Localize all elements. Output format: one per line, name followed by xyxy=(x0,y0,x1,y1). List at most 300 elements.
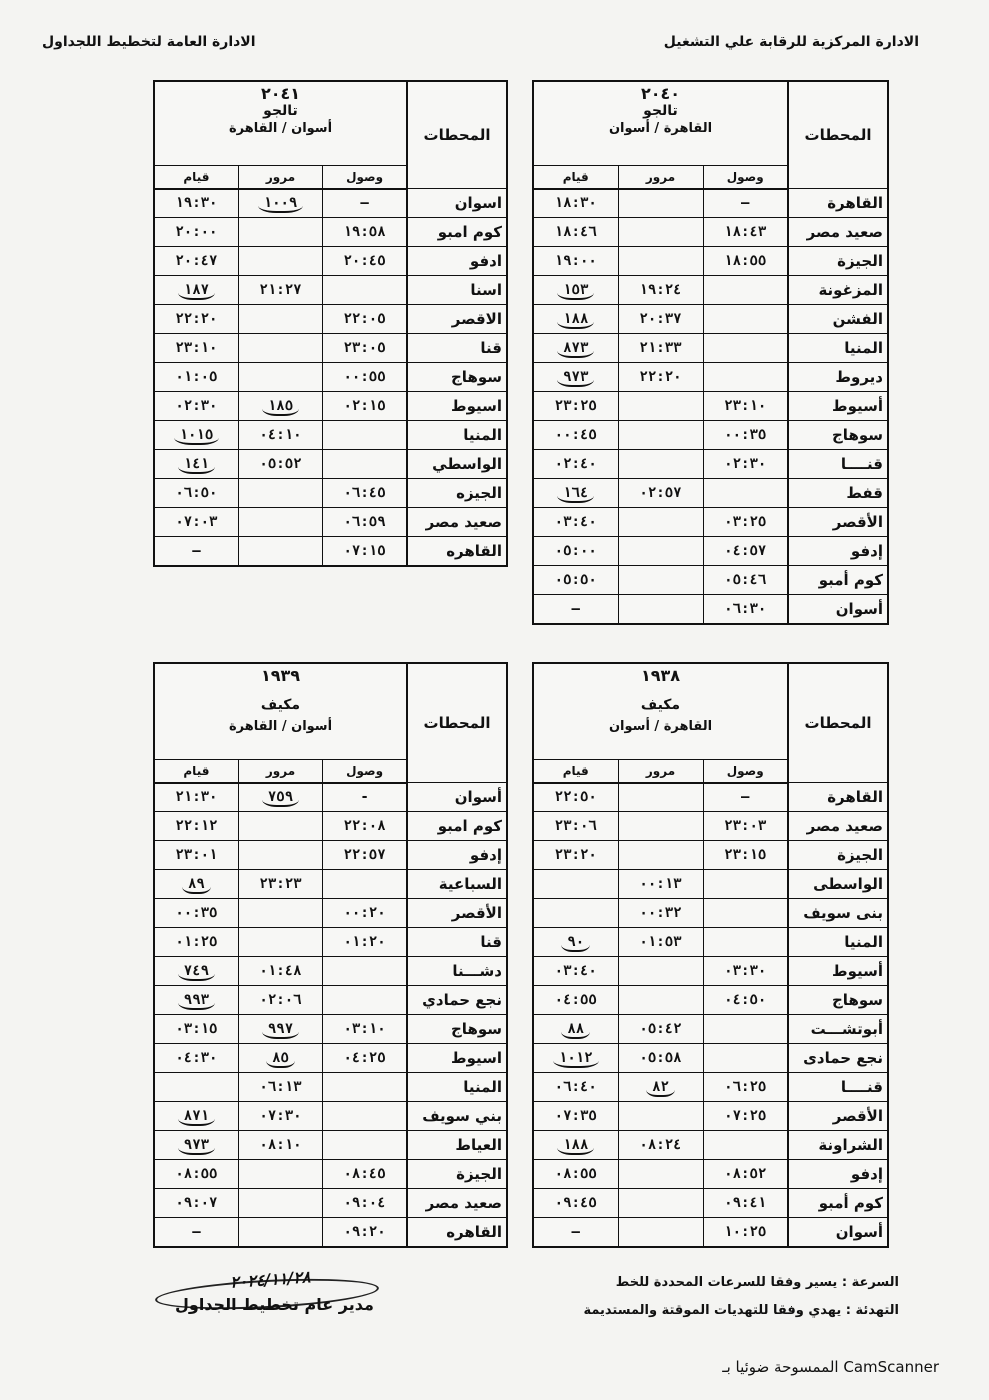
arrival-time: ٢٣:١٠ xyxy=(703,392,788,421)
train-crossing-note: ١٤١ xyxy=(178,456,215,474)
table-row xyxy=(533,1044,888,1073)
arrival-time xyxy=(323,276,407,305)
departure-time: ٠٥:٥٠ xyxy=(533,566,618,595)
train-crossing-note: ٨٨ xyxy=(561,1021,590,1039)
arrival-time: ٠٠:٣٥ xyxy=(703,421,788,450)
slowdown-note: التهدئة : يهدي وفقا للتهديات الموقتة والمستديمة xyxy=(583,1303,899,1318)
departure-time: – xyxy=(154,1218,238,1247)
passing-time xyxy=(618,1160,703,1189)
station-name: الأقصر xyxy=(788,508,888,537)
passing-time xyxy=(618,1073,703,1102)
table-row xyxy=(533,1218,888,1247)
train-crossing-note: ٨٧٣ xyxy=(557,340,594,358)
station-name: قفط xyxy=(788,479,888,508)
train-crossing-note: ٨٧١ xyxy=(178,1108,215,1126)
station-name: الجيزة xyxy=(407,1160,507,1189)
arrival-time: ٠٨:٥٢ xyxy=(703,1160,788,1189)
passing-time xyxy=(238,392,322,421)
passing-time xyxy=(618,247,703,276)
arrival-time: ٠٩:٢٠ xyxy=(323,1218,407,1247)
passing-time xyxy=(238,783,322,812)
station-name: الواسطى xyxy=(788,870,888,899)
departure-time: – xyxy=(154,537,238,566)
passing-time xyxy=(238,1015,322,1044)
train-route: أسوان / القاهرة xyxy=(228,121,333,136)
departure-time: ٠١:٠٥ xyxy=(154,363,238,392)
table-row xyxy=(154,363,507,392)
arrival-time: ٠٤:٥٠ xyxy=(703,986,788,1015)
departure-time: ٠٤:٥٥ xyxy=(533,986,618,1015)
table-row xyxy=(154,928,507,957)
train-header xyxy=(533,663,788,759)
departure-time: ٢٢:١٢ xyxy=(154,812,238,841)
passing-time xyxy=(618,508,703,537)
scanner-watermark: الممسوحة ضوئيا بـ CamScanner xyxy=(722,1358,939,1376)
passing-time xyxy=(618,986,703,1015)
station-name: العياط xyxy=(407,1131,507,1160)
departure-time: ١٩:٠٠ xyxy=(533,247,618,276)
arrival-time: ٠٣:٢٥ xyxy=(703,508,788,537)
passing-time xyxy=(238,537,322,566)
arrival-time: – xyxy=(703,189,788,218)
table-row xyxy=(533,479,888,508)
station-name: اسيوط xyxy=(407,1044,507,1073)
table-row xyxy=(154,392,507,421)
departure-time: ٢٣:٠١ xyxy=(154,841,238,870)
departure-time: ٠٧:٠٣ xyxy=(154,508,238,537)
table-row xyxy=(533,899,888,928)
arrival-time: ٢٣:١٥ xyxy=(703,841,788,870)
arrival-time: ١٩:٥٨ xyxy=(323,218,407,247)
station-name: اسنا xyxy=(407,276,507,305)
passing-time: ١٩:٢٤ xyxy=(618,276,703,305)
passing-time xyxy=(618,392,703,421)
arrival-time xyxy=(703,1015,788,1044)
passing-time: ٠٢:٥٧ xyxy=(618,479,703,508)
departure-time: ٠٦:٥٠ xyxy=(154,479,238,508)
table-row xyxy=(154,218,507,247)
arrival-time: ٢٣:٠٥ xyxy=(323,334,407,363)
arrival-time: ٠٦:٥٩ xyxy=(323,508,407,537)
departure-time: ٠٨:٥٥ xyxy=(533,1160,618,1189)
station-name: الشراونة xyxy=(788,1131,888,1160)
passing-time xyxy=(618,218,703,247)
station-name: القاهرة xyxy=(788,783,888,812)
table-row xyxy=(154,537,507,566)
passing-time: ٠١:٥٣ xyxy=(618,928,703,957)
passing-time: ٢١:٢٧ xyxy=(238,276,322,305)
arrival-time: ٠٨:٤٥ xyxy=(323,1160,407,1189)
table-row xyxy=(533,276,888,305)
train-crossing-note: ٨٥ xyxy=(266,1050,295,1068)
table-row xyxy=(533,1073,888,1102)
departure-time xyxy=(154,1073,238,1102)
table-row xyxy=(154,1189,507,1218)
passing-time: ٠٥:٤٢ xyxy=(618,1015,703,1044)
table-row xyxy=(154,870,507,899)
table-row xyxy=(154,421,507,450)
station-name: أبوتشـــت xyxy=(788,1015,888,1044)
passing-time xyxy=(238,899,322,928)
train-number: ٢٠٤٠ xyxy=(640,84,681,103)
arrival-time: ٠٩:٤١ xyxy=(703,1189,788,1218)
table-row xyxy=(154,957,507,986)
table-row xyxy=(154,841,507,870)
departure-time xyxy=(533,479,618,508)
train-crossing-note: ٩٧٣ xyxy=(178,1137,215,1155)
table-row xyxy=(154,305,507,334)
departure-time: ٠٩:٤٥ xyxy=(533,1189,618,1218)
departure-time: ١٨:٣٠ xyxy=(533,189,618,218)
passing-time xyxy=(238,508,322,537)
table-row xyxy=(533,189,888,218)
station-name: الجيزه xyxy=(407,479,507,508)
arrival-time: ٠٦:٢٥ xyxy=(703,1073,788,1102)
table-row xyxy=(533,392,888,421)
stations-header: المحطات xyxy=(407,81,507,189)
station-name: ادفو xyxy=(407,247,507,276)
station-name: اسوان xyxy=(407,189,507,218)
passing-time xyxy=(618,1189,703,1218)
passing-time xyxy=(238,1218,322,1247)
station-name: أسيوط xyxy=(788,957,888,986)
arrival-time xyxy=(703,928,788,957)
table-row xyxy=(533,537,888,566)
station-name: كوم امبو xyxy=(407,812,507,841)
passing-time xyxy=(618,450,703,479)
table-row xyxy=(533,218,888,247)
departure-time xyxy=(533,305,618,334)
passing-time: ٠٠:١٣ xyxy=(618,870,703,899)
arrival-time: ٠٠:٥٥ xyxy=(323,363,407,392)
passing-time xyxy=(238,1044,322,1073)
station-name: كوم أمبو xyxy=(788,1189,888,1218)
departure-time: – xyxy=(533,1218,618,1247)
arrival-col-header: وصول xyxy=(703,759,788,783)
table-row xyxy=(533,595,888,624)
table-row xyxy=(533,334,888,363)
table-row xyxy=(533,305,888,334)
train-route: القاهرة / أسوان xyxy=(608,121,713,136)
station-name: الجيزة xyxy=(788,247,888,276)
stations-header: المحطات xyxy=(407,663,507,783)
arrival-time: ٠٧:٢٥ xyxy=(703,1102,788,1131)
passing-col-header: مرور xyxy=(618,165,703,189)
table-row xyxy=(154,783,507,812)
passing-time: ٢٢:٢٠ xyxy=(618,363,703,392)
departure-time: ٠٠:٣٥ xyxy=(154,899,238,928)
departure-time xyxy=(533,276,618,305)
station-name: قنا xyxy=(407,928,507,957)
train-crossing-note: ١٨٨ xyxy=(557,311,594,329)
departure-time: – xyxy=(533,595,618,624)
train-crossing-note: ٨٢ xyxy=(646,1079,675,1097)
station-name: الاقصر xyxy=(407,305,507,334)
signature-title: مدير عام تخطيط الجداول xyxy=(175,1295,374,1314)
station-name: سوهاج xyxy=(407,363,507,392)
passing-time: ٢٣:٢٣ xyxy=(238,870,322,899)
train-route: أسوان / القاهرة xyxy=(228,719,333,734)
station-name: سوهاج xyxy=(407,1015,507,1044)
departure-time: ٢٣:٢٥ xyxy=(533,392,618,421)
passing-time xyxy=(238,218,322,247)
train-type: تالجو xyxy=(263,103,298,119)
arrival-time xyxy=(703,479,788,508)
departure-time: ٠٢:٤٠ xyxy=(533,450,618,479)
departure-time xyxy=(154,1102,238,1131)
header-scheduling-admin: الادارة العامة لتخطيط اللجداول xyxy=(42,34,256,50)
passing-time: ٠٧:٣٠ xyxy=(238,1102,322,1131)
table-row xyxy=(154,1131,507,1160)
station-name: بنى سويف xyxy=(788,899,888,928)
train-number: ٢٠٤١ xyxy=(260,84,301,103)
passing-time xyxy=(618,189,703,218)
departure-time xyxy=(154,450,238,479)
station-name: الأقصر xyxy=(788,1102,888,1131)
station-name: إدفو xyxy=(407,841,507,870)
arrival-time xyxy=(703,1131,788,1160)
arrival-time: ٢٢:٥٧ xyxy=(323,841,407,870)
passing-time xyxy=(618,957,703,986)
table-row xyxy=(154,986,507,1015)
passing-time: ٠٥:٥٨ xyxy=(618,1044,703,1073)
train-crossing-note: ١٠٠٩ xyxy=(258,195,304,213)
departure-time: ١٨:٤٦ xyxy=(533,218,618,247)
station-name: المنيا xyxy=(788,334,888,363)
table-row xyxy=(533,508,888,537)
table-row xyxy=(154,812,507,841)
passing-time xyxy=(238,479,322,508)
departure-time xyxy=(533,363,618,392)
station-name: نجع حمادي xyxy=(407,986,507,1015)
arrival-time: ١٠:٢٥ xyxy=(703,1218,788,1247)
station-name: سوهاج xyxy=(788,421,888,450)
passing-time: ٠٨:٢٤ xyxy=(618,1131,703,1160)
arrival-time xyxy=(703,276,788,305)
station-name: السباعية xyxy=(407,870,507,899)
departure-col-header: قيام xyxy=(154,759,238,783)
passing-time: ٠٠:٣٢ xyxy=(618,899,703,928)
departure-time xyxy=(154,957,238,986)
departure-time xyxy=(154,276,238,305)
passing-time xyxy=(618,1102,703,1131)
departure-time xyxy=(533,1015,618,1044)
arrival-time xyxy=(703,334,788,363)
station-name: نجع حمادى xyxy=(788,1044,888,1073)
table-row xyxy=(154,1160,507,1189)
table-row xyxy=(533,1015,888,1044)
train-crossing-note: ١٨٧ xyxy=(178,282,215,300)
stations-header: المحطات xyxy=(788,663,888,783)
passing-time xyxy=(238,189,322,218)
departure-time: ٢٣:٢٠ xyxy=(533,841,618,870)
table-row xyxy=(154,1073,507,1102)
station-name: أسوان xyxy=(407,783,507,812)
table-row xyxy=(154,1218,507,1247)
station-name: أسوان xyxy=(788,595,888,624)
arrival-time xyxy=(323,1131,407,1160)
departure-time: ٢٢:٢٠ xyxy=(154,305,238,334)
table-row xyxy=(533,421,888,450)
table-row xyxy=(533,870,888,899)
table-row xyxy=(533,247,888,276)
station-name: قنا xyxy=(407,334,507,363)
arrival-time: ٠٢:١٥ xyxy=(323,392,407,421)
train-route: القاهرة / أسوان xyxy=(608,719,713,734)
arrival-time xyxy=(703,305,788,334)
passing-time xyxy=(618,566,703,595)
arrival-time xyxy=(323,957,407,986)
departure-time xyxy=(154,1131,238,1160)
train-crossing-note: ٨٩ xyxy=(182,876,211,894)
arrival-col-header: وصول xyxy=(323,759,407,783)
departure-time: ٠٣:٤٠ xyxy=(533,508,618,537)
timetable-1 xyxy=(153,80,508,567)
table-row xyxy=(533,1189,888,1218)
departure-time xyxy=(154,986,238,1015)
passing-time xyxy=(238,247,322,276)
departure-time: ٠٤:٣٠ xyxy=(154,1044,238,1073)
passing-time xyxy=(238,334,322,363)
station-name: كوم امبو xyxy=(407,218,507,247)
train-crossing-note: ٧٥٩ xyxy=(262,789,299,807)
passing-time xyxy=(238,841,322,870)
station-name: قنــــا xyxy=(788,450,888,479)
station-name: المنيا xyxy=(407,1073,507,1102)
station-name: المزغونة xyxy=(788,276,888,305)
station-name: المنيا xyxy=(407,421,507,450)
departure-time xyxy=(154,870,238,899)
train-crossing-note: ٩٩٧ xyxy=(262,1021,299,1039)
departure-time: ٠٦:٤٠ xyxy=(533,1073,618,1102)
passing-time xyxy=(238,1160,322,1189)
departure-time: ٠٥:٠٠ xyxy=(533,537,618,566)
departure-col-header: قيام xyxy=(533,165,618,189)
table-row xyxy=(533,812,888,841)
arrival-time xyxy=(703,899,788,928)
station-name: إدفو xyxy=(788,537,888,566)
arrival-time xyxy=(703,1044,788,1073)
table-row xyxy=(154,1044,507,1073)
table-row xyxy=(533,566,888,595)
station-name: اسيوط xyxy=(407,392,507,421)
departure-time: ٠١:٢٥ xyxy=(154,928,238,957)
table-row xyxy=(154,1015,507,1044)
table-row xyxy=(154,1102,507,1131)
arrival-time: ١٨:٤٣ xyxy=(703,218,788,247)
passing-time xyxy=(618,421,703,450)
arrival-time: ٢٣:٠٣ xyxy=(703,812,788,841)
passing-time xyxy=(618,595,703,624)
arrival-time: – xyxy=(703,783,788,812)
arrival-time xyxy=(323,1102,407,1131)
departure-time: ٠٩:٠٧ xyxy=(154,1189,238,1218)
timetable-3 xyxy=(153,662,508,1248)
station-name: القاهره xyxy=(407,1218,507,1247)
station-name: صعيد مصر xyxy=(788,812,888,841)
table-row xyxy=(533,363,888,392)
station-name: المنيا xyxy=(788,928,888,957)
departure-time xyxy=(154,421,238,450)
train-crossing-note: ١٦٤ xyxy=(557,485,594,503)
train-header xyxy=(154,663,407,759)
arrival-col-header: وصول xyxy=(703,165,788,189)
departure-time: ٢٣:١٠ xyxy=(154,334,238,363)
arrival-time: ٠٧:١٥ xyxy=(323,537,407,566)
table-row xyxy=(533,957,888,986)
passing-time xyxy=(618,841,703,870)
departure-time: ٢٠:٠٠ xyxy=(154,218,238,247)
departure-time: ٠٣:٤٠ xyxy=(533,957,618,986)
departure-time: ٢١:٣٠ xyxy=(154,783,238,812)
train-number: ١٩٣٨ xyxy=(640,666,681,685)
arrival-time: ٠١:٢٠ xyxy=(323,928,407,957)
arrival-time: – xyxy=(323,189,407,218)
arrival-time xyxy=(323,450,407,479)
station-name: القاهرة xyxy=(788,189,888,218)
departure-time: ١٩:٣٠ xyxy=(154,189,238,218)
station-name: كوم أمبو xyxy=(788,566,888,595)
station-name: صعيد مصر xyxy=(788,218,888,247)
departure-col-header: قيام xyxy=(533,759,618,783)
timetable-2 xyxy=(532,662,889,1248)
station-name: قنــــا xyxy=(788,1073,888,1102)
arrival-time: ٢٢:٠٥ xyxy=(323,305,407,334)
table-row xyxy=(154,479,507,508)
passing-time xyxy=(238,363,322,392)
train-crossing-note: ٧٤٩ xyxy=(178,963,215,981)
station-name: صعيد مصر xyxy=(407,508,507,537)
passing-time: ٢٠:٣٧ xyxy=(618,305,703,334)
departure-time: ٢٢:٥٠ xyxy=(533,783,618,812)
station-name: الأقصر xyxy=(407,899,507,928)
station-name: الواسطي xyxy=(407,450,507,479)
arrival-time xyxy=(323,870,407,899)
stations-header: المحطات xyxy=(788,81,888,189)
station-name: إدفو xyxy=(788,1160,888,1189)
station-name: القاهره xyxy=(407,537,507,566)
departure-time: ٠٠:٤٥ xyxy=(533,421,618,450)
passing-time: ٠٨:١٠ xyxy=(238,1131,322,1160)
train-type: مكيف xyxy=(260,697,301,713)
train-crossing-note: ٩٧٣ xyxy=(557,369,594,387)
departure-time xyxy=(533,928,618,957)
timetable-0 xyxy=(532,80,889,625)
passing-time xyxy=(238,1189,322,1218)
table-row xyxy=(533,841,888,870)
arrival-time: ٠٥:٤٦ xyxy=(703,566,788,595)
passing-time xyxy=(238,812,322,841)
train-header xyxy=(154,81,407,165)
arrival-time xyxy=(323,1073,407,1102)
train-crossing-note: ١٨٨ xyxy=(557,1137,594,1155)
train-crossing-note: ١٨٥ xyxy=(262,398,299,416)
arrival-time: ٠٦:٣٠ xyxy=(703,595,788,624)
departure-time: ٠٧:٣٥ xyxy=(533,1102,618,1131)
passing-time: ٠٥:٥٢ xyxy=(238,450,322,479)
departure-time: ٠٢:٣٠ xyxy=(154,392,238,421)
arrival-time: - xyxy=(323,783,407,812)
arrival-time: ٠٢:٣٠ xyxy=(703,450,788,479)
passing-time xyxy=(238,305,322,334)
train-header xyxy=(533,81,788,165)
departure-time xyxy=(533,870,618,899)
arrival-time: ٢٠:٤٥ xyxy=(323,247,407,276)
train-type: تالجو xyxy=(643,103,678,119)
train-type: مكيف xyxy=(640,697,681,713)
arrival-time xyxy=(703,363,788,392)
arrival-time xyxy=(703,870,788,899)
